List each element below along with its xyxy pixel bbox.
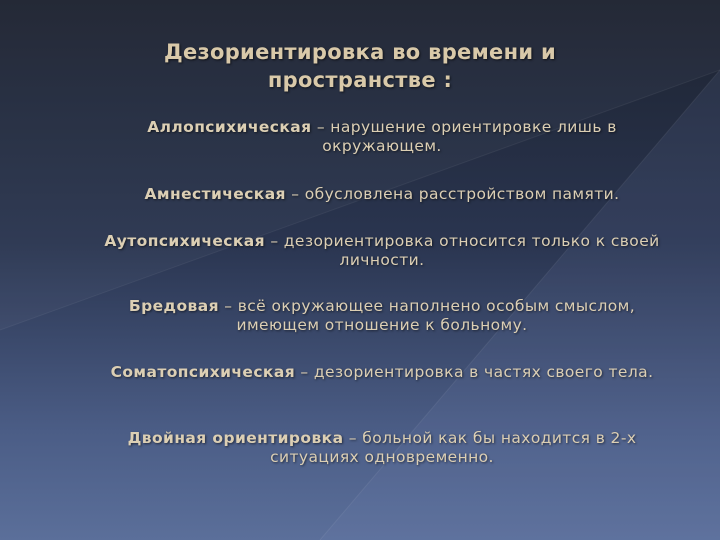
item-term: Бредовая — [128, 297, 219, 315]
title-line-1: Дезориентировка во времени и — [163, 40, 557, 64]
item-term: Амнестическая — [144, 185, 286, 203]
item-term: Аллопсихическая — [147, 118, 312, 136]
item-description: – больной как бы находится в 2-х ситуациях одновременно. — [270, 429, 637, 466]
item-term: Соматопсихическая — [110, 363, 296, 381]
list-item — [88, 118, 676, 156]
item-description: – дезориентировка относится только к своей личности. — [265, 232, 660, 269]
item-description: – всё окружающее наполнено особым смыслом, имеющем отношение к больному. — [218, 297, 636, 334]
list-item — [88, 297, 676, 335]
list-item — [88, 232, 676, 270]
item-description: – дезориентировка в частях своего тела. — [295, 363, 654, 381]
item-description: – обусловлена расстройством памяти. — [285, 185, 620, 203]
item-description: – нарушение ориентировке лишь в окружающем. — [311, 118, 617, 155]
list-item — [88, 363, 676, 382]
item-term: Двойная ориентировка — [127, 429, 344, 447]
list-item — [88, 429, 676, 467]
slide-title — [0, 38, 720, 94]
list-item — [88, 185, 676, 204]
item-term: Аутопсихическая — [104, 232, 265, 250]
title-line-2: пространстве : — [267, 68, 453, 92]
